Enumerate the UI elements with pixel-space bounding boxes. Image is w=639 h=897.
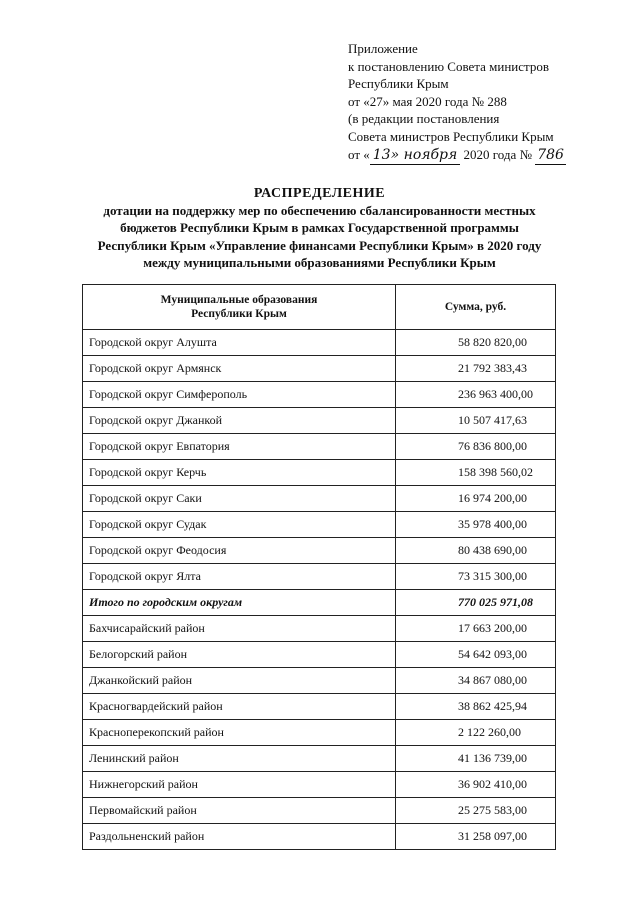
table-row [83, 382, 556, 408]
row-name: Бахчисарайский район [83, 616, 396, 642]
row-sum: 158 398 560,02 [396, 460, 556, 486]
year-text: 2020 года № [463, 146, 532, 162]
table-row [83, 486, 556, 512]
row-sum: 35 978 400,00 [396, 512, 556, 538]
row-sum: 10 507 417,63 [396, 408, 556, 434]
title-sub-4: между муниципальными образованиями Республики Крым [143, 254, 496, 270]
table-row [83, 512, 556, 538]
row-name: Белогорский район [83, 642, 396, 668]
table-row [83, 356, 556, 382]
row-name: Красногвардейский район [83, 694, 396, 720]
table-header-row [83, 285, 556, 330]
table-row [83, 408, 556, 434]
row-sum: 17 663 200,00 [396, 616, 556, 642]
handwritten-date: 13» ноября [370, 147, 461, 166]
title-sub-3: Республики Крым «Управление финансами Республики Крым» в 2020 году [97, 237, 542, 253]
row-sum: 58 820 820,00 [396, 330, 556, 356]
row-sum: 770 025 971,08 [396, 590, 556, 616]
row-name: Красноперекопский район [83, 720, 396, 746]
header-line-resolution: к постановлению Совета министров [348, 58, 549, 74]
row-name: Раздольненский район [83, 824, 396, 850]
document-title [0, 185, 639, 271]
row-name: Городской округ Ялта [83, 564, 396, 590]
row-sum: 76 836 800,00 [396, 434, 556, 460]
title-sub-1: дотации на поддержку мер по обеспечению сбалансированности местных [103, 203, 536, 219]
row-sum: 73 315 300,00 [396, 564, 556, 590]
table-row [83, 694, 556, 720]
table-row [83, 720, 556, 746]
header-line-appendix: Приложение [348, 41, 418, 56]
row-name: Городской округ Джанкой [83, 408, 396, 434]
row-name: Городской округ Симферополь [83, 382, 396, 408]
table-row [83, 564, 556, 590]
handwritten-number: 786 [535, 147, 566, 166]
distribution-table [82, 284, 556, 850]
row-name: Городской округ Керчь [83, 460, 396, 486]
row-name: Городской округ Армянск [83, 356, 396, 382]
header-line-council: Совета министров Республики Крым [348, 128, 554, 144]
subtotal-row [83, 590, 556, 616]
column-header-municipality [83, 285, 396, 330]
table-row [83, 460, 556, 486]
header-line-edition: (в редакции постановления [348, 111, 500, 127]
row-name: Итого по городским округам [83, 590, 396, 616]
row-sum: 25 275 583,00 [396, 798, 556, 824]
row-sum: 31 258 097,00 [396, 824, 556, 850]
table-row [83, 642, 556, 668]
row-name: Ленинский район [83, 746, 396, 772]
table-row [83, 746, 556, 772]
table-row [83, 538, 556, 564]
row-name: Нижнегорский район [83, 772, 396, 798]
header-line-republic: Республики Крым [348, 76, 449, 92]
from-prefix: от « [348, 146, 370, 162]
row-name: Городской округ Алушта [83, 330, 396, 356]
header-line-amended-date [348, 146, 566, 166]
row-sum: 236 963 400,00 [396, 382, 556, 408]
appendix-header [348, 40, 566, 165]
row-sum: 41 136 739,00 [396, 746, 556, 772]
table-row [83, 330, 556, 356]
row-name: Городской округ Саки [83, 486, 396, 512]
header-line-date-original: от «27» мая 2020 года № 288 [348, 93, 507, 109]
row-sum: 21 792 383,43 [396, 356, 556, 382]
row-sum: 38 862 425,94 [396, 694, 556, 720]
row-sum: 2 122 260,00 [396, 720, 556, 746]
row-name: Первомайский район [83, 798, 396, 824]
row-name: Джанкойский район [83, 668, 396, 694]
table-row [83, 824, 556, 850]
row-sum: 16 974 200,00 [396, 486, 556, 512]
row-sum: 36 902 410,00 [396, 772, 556, 798]
table-row [83, 772, 556, 798]
row-sum: 80 438 690,00 [396, 538, 556, 564]
column-header-municipality-line2: Республики Крым [191, 308, 287, 320]
row-name: Городской округ Судак [83, 512, 396, 538]
table-row [83, 798, 556, 824]
row-name: Городской округ Евпатория [83, 434, 396, 460]
table-row [83, 616, 556, 642]
title-sub-2: бюджетов Республики Крым в рамках Государственной программы [120, 220, 519, 236]
column-header-sum: Сумма, руб. [396, 285, 556, 330]
row-sum: 54 642 093,00 [396, 642, 556, 668]
column-header-municipality-line1: Муниципальные образования [160, 294, 318, 306]
row-sum: 34 867 080,00 [396, 668, 556, 694]
title-main: РАСПРЕДЕЛЕНИЕ [253, 186, 386, 201]
table-row [83, 434, 556, 460]
table-row [83, 668, 556, 694]
row-name: Городской округ Феодосия [83, 538, 396, 564]
